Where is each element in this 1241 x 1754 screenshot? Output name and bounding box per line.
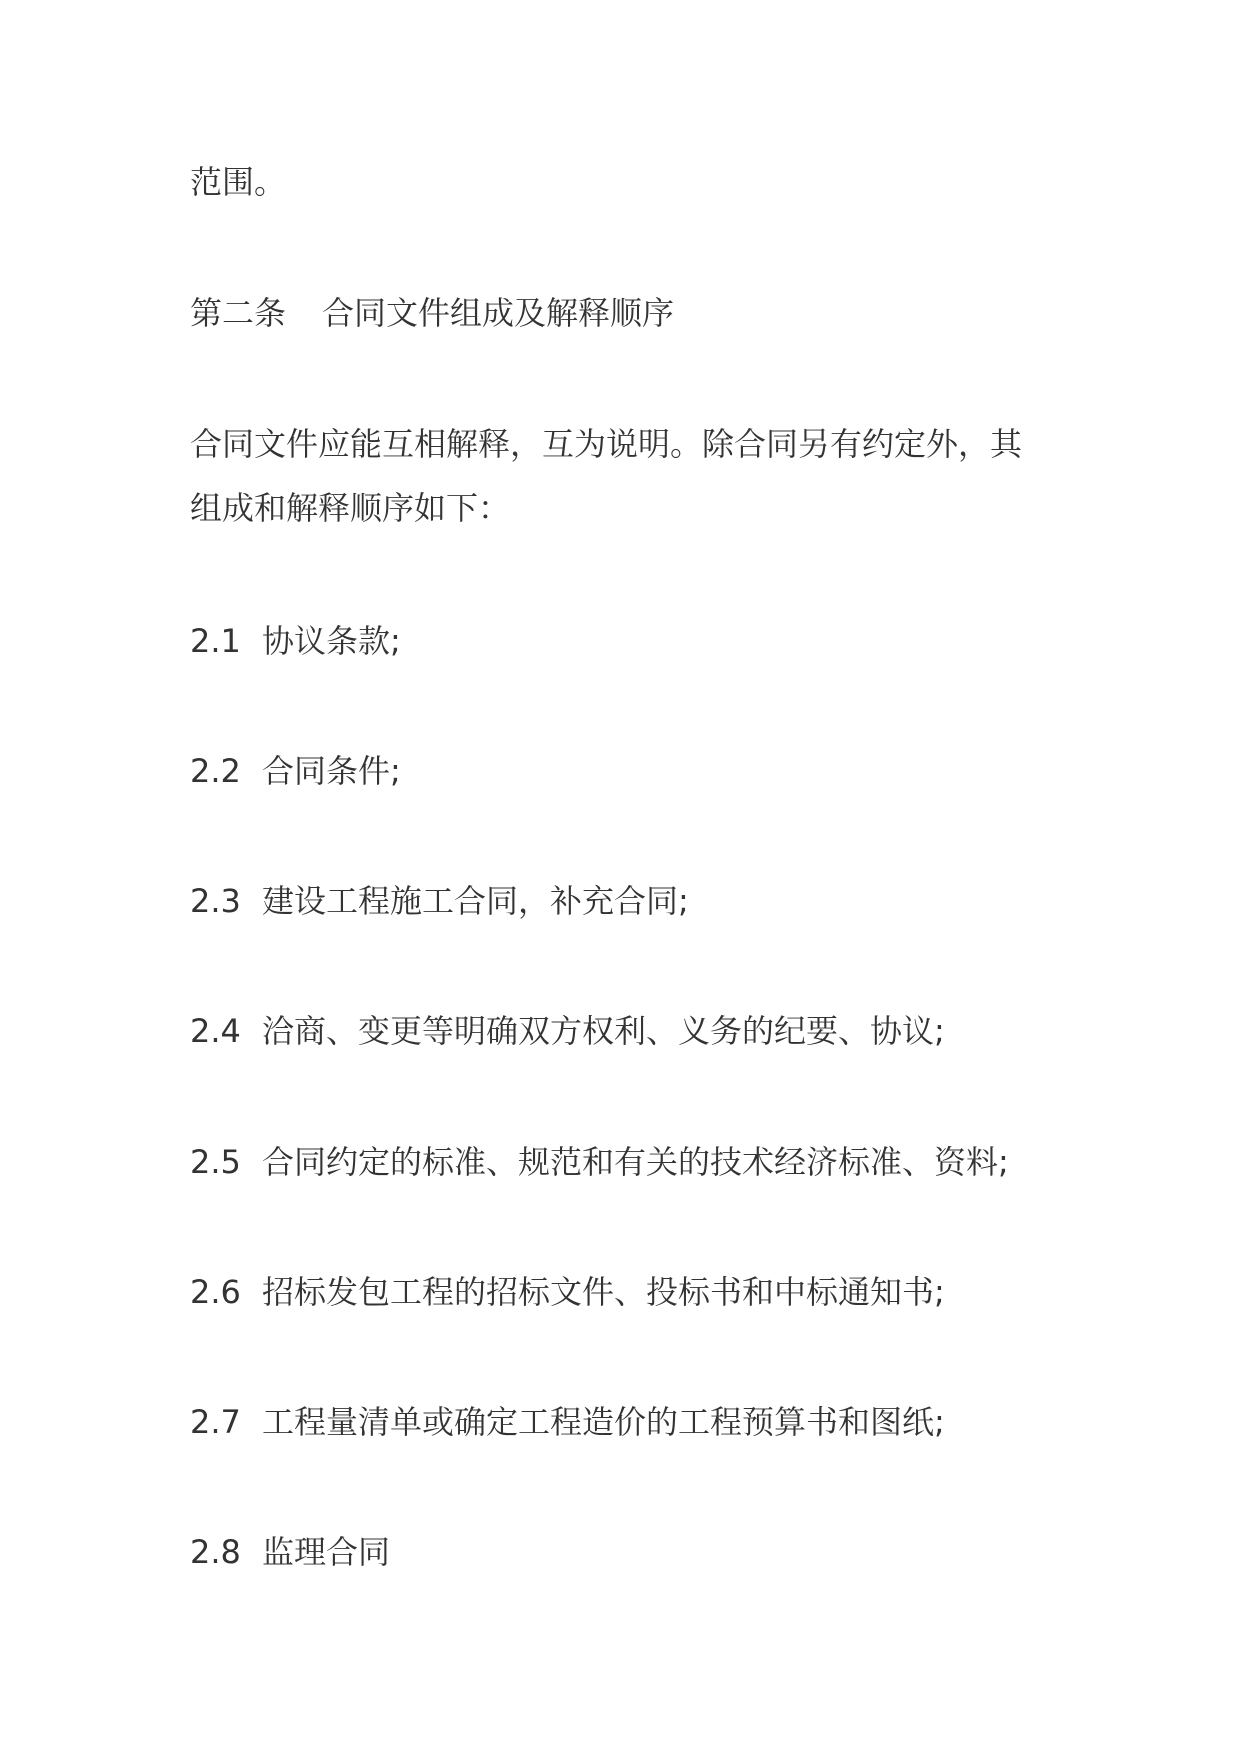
list-item-number: 2.3 — [190, 882, 241, 920]
intro-line-2: 组成和解释顺序如下： — [190, 489, 511, 527]
article-title: 合同文件组成及解释顺序 — [322, 294, 675, 332]
list-item-number: 2.4 — [190, 1012, 241, 1050]
list-item-text: 工程量清单或确定工程造价的工程预算书和图纸; — [262, 1403, 945, 1441]
list-item — [190, 1140, 1009, 1184]
list-item-text: 合同约定的标准、规范和有关的技术经济标准、资料; — [262, 1143, 1009, 1181]
list-item-number: 2.1 — [190, 622, 241, 660]
list-item-number: 2.7 — [190, 1403, 241, 1441]
list-item-text: 合同条件; — [262, 752, 401, 790]
continuation-text: 范围。 — [190, 163, 287, 201]
intro-line-1: 合同文件应能互相解释，互为说明。除合同另有约定外，其 — [190, 425, 1023, 463]
list-item — [190, 619, 401, 663]
list-item — [190, 1270, 945, 1314]
list-item — [190, 1400, 945, 1444]
article-number: 第二条 — [190, 294, 287, 332]
list-item-text: 监理合同 — [262, 1533, 391, 1571]
list-item-text: 洽商、变更等明确双方权利、义务的纪要、协议; — [262, 1012, 945, 1050]
list-item-number: 2.6 — [190, 1273, 241, 1311]
list-item-number: 2.5 — [190, 1143, 241, 1181]
list-item-text: 协议条款; — [262, 622, 401, 660]
list-item — [190, 1009, 945, 1053]
list-item — [190, 879, 689, 923]
list-item-text: 招标发包工程的招标文件、投标书和中标通知书; — [262, 1273, 945, 1311]
list-item — [190, 749, 401, 793]
list-item-text: 建设工程施工合同，补充合同; — [262, 882, 689, 920]
list-item-number: 2.2 — [190, 752, 241, 790]
article-heading — [190, 291, 674, 335]
list-item-number: 2.8 — [190, 1533, 241, 1571]
list-item — [190, 1530, 390, 1574]
